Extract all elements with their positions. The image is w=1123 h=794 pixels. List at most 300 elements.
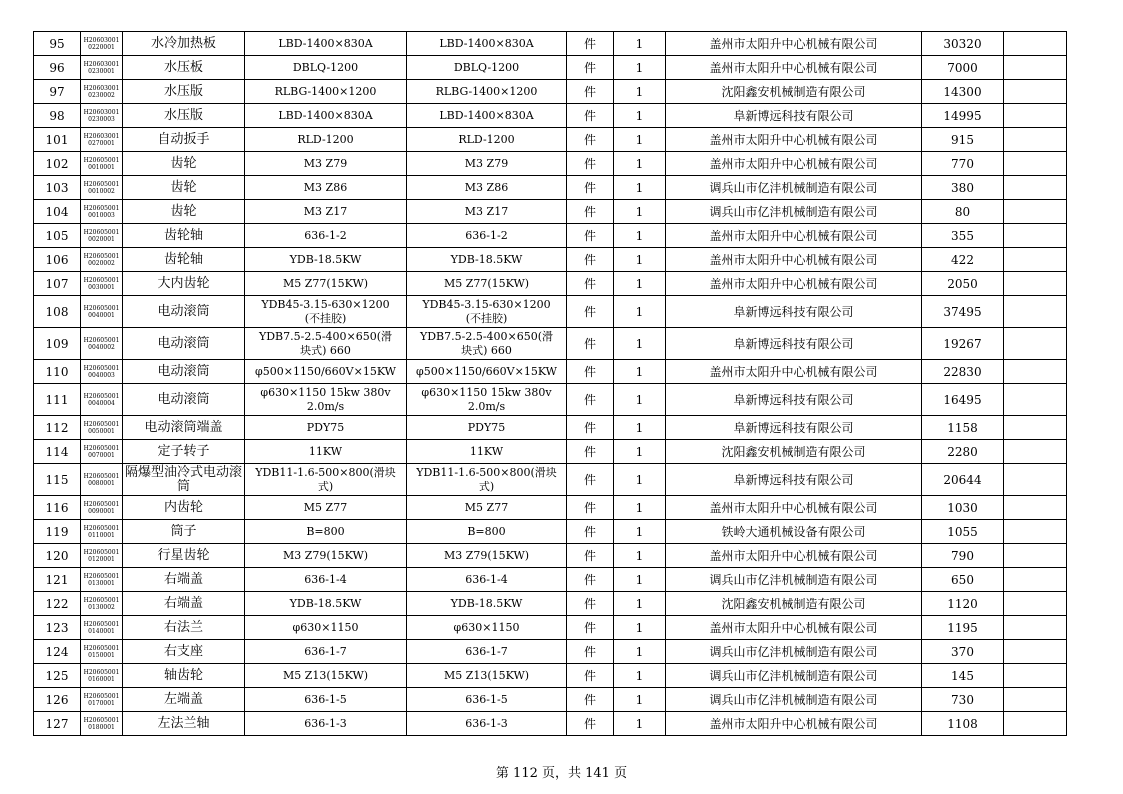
model-number-cell: DBLQ-1200 <box>245 56 407 80</box>
part-name-cell: 水冷加热板 <box>123 32 245 56</box>
quantity-cell: 1 <box>614 496 666 520</box>
unit-cell: 件 <box>567 712 614 736</box>
specification-cell: 636-1-7 <box>407 640 567 664</box>
table-row <box>34 272 1067 296</box>
quantity-cell: 1 <box>614 360 666 384</box>
quantity-cell: 1 <box>614 80 666 104</box>
quantity-cell: 1 <box>614 616 666 640</box>
unit-price-cell: 915 <box>922 128 1004 152</box>
model-number-cell: B=800 <box>245 520 407 544</box>
material-code-cell: H20603001 0230002 <box>81 80 123 104</box>
remark-cell <box>1004 104 1067 128</box>
material-code-cell: H20605001 0130002 <box>81 592 123 616</box>
specification-cell: YDB45-3.15-630×1200 (不挂胶) <box>407 296 567 328</box>
quantity-cell: 1 <box>614 464 666 496</box>
quantity-cell: 1 <box>614 296 666 328</box>
part-name-cell: 筒子 <box>123 520 245 544</box>
supplier-name-cell: 阜新博远科技有限公司 <box>666 384 922 416</box>
model-number-cell: φ630×1150 <box>245 616 407 640</box>
supplier-name-cell: 盖州市太阳升中心机械有限公司 <box>666 32 922 56</box>
unit-price-cell: 14300 <box>922 80 1004 104</box>
remark-cell <box>1004 688 1067 712</box>
material-code-cell: H20605001 0030001 <box>81 272 123 296</box>
specification-cell: φ500×1150/660V×15KW <box>407 360 567 384</box>
remark-cell <box>1004 416 1067 440</box>
specification-cell: 11KW <box>407 440 567 464</box>
material-code-cell: H20605001 0040003 <box>81 360 123 384</box>
part-name-cell: 电动滚筒端盖 <box>123 416 245 440</box>
unit-cell: 件 <box>567 360 614 384</box>
table-row <box>34 688 1067 712</box>
quantity-cell: 1 <box>614 32 666 56</box>
model-number-cell: RLD-1200 <box>245 128 407 152</box>
part-name-cell: 左法兰轴 <box>123 712 245 736</box>
specification-cell: M5 Z77(15KW) <box>407 272 567 296</box>
material-code-cell: H20605001 0090001 <box>81 496 123 520</box>
model-number-cell: φ630×1150 15kw 380v 2.0m/s <box>245 384 407 416</box>
unit-price-cell: 1055 <box>922 520 1004 544</box>
row-number-cell: 115 <box>34 464 81 496</box>
row-number-cell: 108 <box>34 296 81 328</box>
unit-cell: 件 <box>567 664 614 688</box>
model-number-cell: RLBG-1400×1200 <box>245 80 407 104</box>
part-name-cell: 右支座 <box>123 640 245 664</box>
specification-cell: M3 Z79 <box>407 152 567 176</box>
row-number-cell: 102 <box>34 152 81 176</box>
unit-cell: 件 <box>567 496 614 520</box>
row-number-cell: 116 <box>34 496 81 520</box>
unit-cell: 件 <box>567 568 614 592</box>
unit-price-cell: 1030 <box>922 496 1004 520</box>
quantity-cell: 1 <box>614 152 666 176</box>
model-number-cell: YDB-18.5KW <box>245 592 407 616</box>
supplier-name-cell: 盖州市太阳升中心机械有限公司 <box>666 496 922 520</box>
unit-cell: 件 <box>567 176 614 200</box>
row-number-cell: 104 <box>34 200 81 224</box>
part-name-cell: 右端盖 <box>123 568 245 592</box>
quantity-cell: 1 <box>614 640 666 664</box>
model-number-cell: M5 Z13(15KW) <box>245 664 407 688</box>
supplier-name-cell: 盖州市太阳升中心机械有限公司 <box>666 128 922 152</box>
supplier-name-cell: 阜新博远科技有限公司 <box>666 464 922 496</box>
material-code-cell: H20605001 0020002 <box>81 248 123 272</box>
specification-cell: 636-1-3 <box>407 712 567 736</box>
specification-cell: M3 Z17 <box>407 200 567 224</box>
unit-cell: 件 <box>567 80 614 104</box>
quantity-cell: 1 <box>614 224 666 248</box>
unit-cell: 件 <box>567 200 614 224</box>
table-row <box>34 360 1067 384</box>
supplier-name-cell: 盖州市太阳升中心机械有限公司 <box>666 224 922 248</box>
specification-cell: φ630×1150 <box>407 616 567 640</box>
material-code-cell: H20603001 0230001 <box>81 56 123 80</box>
material-code-cell: H20605001 0040004 <box>81 384 123 416</box>
model-number-cell: 636-1-4 <box>245 568 407 592</box>
model-number-cell: 11KW <box>245 440 407 464</box>
model-number-cell: PDY75 <box>245 416 407 440</box>
table-row <box>34 328 1067 360</box>
row-number-cell: 109 <box>34 328 81 360</box>
table-body <box>34 32 1067 736</box>
supplier-name-cell: 沈阳鑫安机械制造有限公司 <box>666 80 922 104</box>
quantity-cell: 1 <box>614 520 666 544</box>
unit-cell: 件 <box>567 544 614 568</box>
remark-cell <box>1004 328 1067 360</box>
supplier-name-cell: 盖州市太阳升中心机械有限公司 <box>666 248 922 272</box>
part-name-cell: 电动滚筒 <box>123 360 245 384</box>
part-name-cell: 齿轮轴 <box>123 248 245 272</box>
remark-cell <box>1004 360 1067 384</box>
unit-cell: 件 <box>567 440 614 464</box>
model-number-cell: M5 Z77 <box>245 496 407 520</box>
specification-cell: DBLQ-1200 <box>407 56 567 80</box>
remark-cell <box>1004 592 1067 616</box>
model-number-cell: 636-1-3 <box>245 712 407 736</box>
remark-cell <box>1004 248 1067 272</box>
row-number-cell: 101 <box>34 128 81 152</box>
part-name-cell: 大内齿轮 <box>123 272 245 296</box>
table-row <box>34 568 1067 592</box>
material-code-cell: H20605001 0150001 <box>81 640 123 664</box>
table-row <box>34 176 1067 200</box>
material-code-cell: H20605001 0050001 <box>81 416 123 440</box>
supplier-name-cell: 沈阳鑫安机械制造有限公司 <box>666 440 922 464</box>
row-number-cell: 123 <box>34 616 81 640</box>
quantity-cell: 1 <box>614 592 666 616</box>
table-row <box>34 416 1067 440</box>
table-row <box>34 440 1067 464</box>
remark-cell <box>1004 440 1067 464</box>
specification-cell: PDY75 <box>407 416 567 440</box>
model-number-cell: M5 Z77(15KW) <box>245 272 407 296</box>
unit-cell: 件 <box>567 688 614 712</box>
table-row <box>34 592 1067 616</box>
quantity-cell: 1 <box>614 272 666 296</box>
remark-cell <box>1004 544 1067 568</box>
specification-cell: YDB-18.5KW <box>407 248 567 272</box>
material-code-cell: H20605001 0080001 <box>81 464 123 496</box>
part-name-cell: 轴齿轮 <box>123 664 245 688</box>
quantity-cell: 1 <box>614 56 666 80</box>
model-number-cell: φ500×1150/660V×15KW <box>245 360 407 384</box>
table-row <box>34 520 1067 544</box>
material-code-cell: H20605001 0180001 <box>81 712 123 736</box>
unit-price-cell: 790 <box>922 544 1004 568</box>
row-number-cell: 97 <box>34 80 81 104</box>
material-code-cell: H20605001 0120001 <box>81 544 123 568</box>
supplier-name-cell: 盖州市太阳升中心机械有限公司 <box>666 56 922 80</box>
remark-cell <box>1004 664 1067 688</box>
unit-price-cell: 16495 <box>922 384 1004 416</box>
quantity-cell: 1 <box>614 664 666 688</box>
model-number-cell: YDB45-3.15-630×1200 (不挂胶) <box>245 296 407 328</box>
quantity-cell: 1 <box>614 128 666 152</box>
material-code-cell: H20605001 0010003 <box>81 200 123 224</box>
model-number-cell: M3 Z86 <box>245 176 407 200</box>
row-number-cell: 107 <box>34 272 81 296</box>
part-name-cell: 齿轮 <box>123 176 245 200</box>
remark-cell <box>1004 128 1067 152</box>
unit-cell: 件 <box>567 152 614 176</box>
supplier-name-cell: 调兵山市亿沣机械制造有限公司 <box>666 568 922 592</box>
remark-cell <box>1004 80 1067 104</box>
unit-price-cell: 730 <box>922 688 1004 712</box>
part-name-cell: 隔爆型油冷式电动滚 筒 <box>123 464 245 496</box>
remark-cell <box>1004 640 1067 664</box>
unit-price-cell: 14995 <box>922 104 1004 128</box>
specification-cell: M5 Z13(15KW) <box>407 664 567 688</box>
material-code-cell: H20605001 0010002 <box>81 176 123 200</box>
supplier-name-cell: 盖州市太阳升中心机械有限公司 <box>666 616 922 640</box>
unit-cell: 件 <box>567 520 614 544</box>
remark-cell <box>1004 464 1067 496</box>
unit-price-cell: 145 <box>922 664 1004 688</box>
model-number-cell: LBD-1400×830A <box>245 104 407 128</box>
quantity-cell: 1 <box>614 440 666 464</box>
row-number-cell: 95 <box>34 32 81 56</box>
unit-price-cell: 19267 <box>922 328 1004 360</box>
table-row <box>34 104 1067 128</box>
supplier-name-cell: 盖州市太阳升中心机械有限公司 <box>666 360 922 384</box>
row-number-cell: 125 <box>34 664 81 688</box>
remark-cell <box>1004 384 1067 416</box>
part-name-cell: 电动滚筒 <box>123 296 245 328</box>
part-name-cell: 定子转子 <box>123 440 245 464</box>
row-number-cell: 114 <box>34 440 81 464</box>
table-row <box>34 200 1067 224</box>
unit-price-cell: 355 <box>922 224 1004 248</box>
material-code-cell: H20605001 0010001 <box>81 152 123 176</box>
supplier-name-cell: 调兵山市亿沣机械制造有限公司 <box>666 640 922 664</box>
row-number-cell: 119 <box>34 520 81 544</box>
unit-cell: 件 <box>567 296 614 328</box>
part-name-cell: 左端盖 <box>123 688 245 712</box>
unit-cell: 件 <box>567 104 614 128</box>
table-row <box>34 712 1067 736</box>
page-footer: 第 112 页，共 141 页 <box>495 766 628 781</box>
table-row <box>34 224 1067 248</box>
row-number-cell: 127 <box>34 712 81 736</box>
unit-cell: 件 <box>567 32 614 56</box>
table-row <box>34 496 1067 520</box>
row-number-cell: 98 <box>34 104 81 128</box>
unit-price-cell: 1158 <box>922 416 1004 440</box>
part-name-cell: 齿轮 <box>123 152 245 176</box>
unit-cell: 件 <box>567 384 614 416</box>
specification-cell: YDB7.5-2.5-400×650(滑 块式) 660 <box>407 328 567 360</box>
quantity-cell: 1 <box>614 248 666 272</box>
specification-cell: RLBG-1400×1200 <box>407 80 567 104</box>
model-number-cell: 636-1-2 <box>245 224 407 248</box>
row-number-cell: 126 <box>34 688 81 712</box>
model-number-cell: YDB11-1.6-500×800(滑块 式) <box>245 464 407 496</box>
table-row <box>34 664 1067 688</box>
part-name-cell: 齿轮轴 <box>123 224 245 248</box>
part-name-cell: 右法兰 <box>123 616 245 640</box>
remark-cell <box>1004 272 1067 296</box>
table-row <box>34 128 1067 152</box>
unit-price-cell: 422 <box>922 248 1004 272</box>
model-number-cell: LBD-1400×830A <box>245 32 407 56</box>
quantity-cell: 1 <box>614 712 666 736</box>
unit-price-cell: 1195 <box>922 616 1004 640</box>
part-name-cell: 行星齿轮 <box>123 544 245 568</box>
supplier-name-cell: 调兵山市亿沣机械制造有限公司 <box>666 176 922 200</box>
supplier-name-cell: 调兵山市亿沣机械制造有限公司 <box>666 688 922 712</box>
specification-cell: YDB-18.5KW <box>407 592 567 616</box>
quantity-cell: 1 <box>614 416 666 440</box>
part-name-cell: 水压板 <box>123 56 245 80</box>
quantity-cell: 1 <box>614 688 666 712</box>
remark-cell <box>1004 520 1067 544</box>
supplier-name-cell: 调兵山市亿沣机械制造有限公司 <box>666 200 922 224</box>
table-row <box>34 80 1067 104</box>
supplier-name-cell: 铁岭大通机械设备有限公司 <box>666 520 922 544</box>
specification-cell: φ630×1150 15kw 380v 2.0m/s <box>407 384 567 416</box>
remark-cell <box>1004 568 1067 592</box>
supplier-name-cell: 盖州市太阳升中心机械有限公司 <box>666 544 922 568</box>
row-number-cell: 111 <box>34 384 81 416</box>
unit-price-cell: 20644 <box>922 464 1004 496</box>
row-number-cell: 124 <box>34 640 81 664</box>
specification-cell: 636-1-4 <box>407 568 567 592</box>
table-row <box>34 152 1067 176</box>
supplier-name-cell: 沈阳鑫安机械制造有限公司 <box>666 592 922 616</box>
unit-price-cell: 7000 <box>922 56 1004 80</box>
material-code-cell: H20605001 0140001 <box>81 616 123 640</box>
specification-cell: M3 Z86 <box>407 176 567 200</box>
unit-price-cell: 380 <box>922 176 1004 200</box>
table-row <box>34 464 1067 496</box>
model-number-cell: YDB7.5-2.5-400×650(滑 块式) 660 <box>245 328 407 360</box>
unit-cell: 件 <box>567 248 614 272</box>
part-name-cell: 齿轮 <box>123 200 245 224</box>
table-row <box>34 616 1067 640</box>
unit-cell: 件 <box>567 616 614 640</box>
unit-price-cell: 370 <box>922 640 1004 664</box>
material-code-cell: H20605001 0040002 <box>81 328 123 360</box>
part-name-cell: 电动滚筒 <box>123 384 245 416</box>
specification-cell: YDB11-1.6-500×800(滑块 式) <box>407 464 567 496</box>
material-code-cell: H20605001 0170001 <box>81 688 123 712</box>
remark-cell <box>1004 32 1067 56</box>
quantity-cell: 1 <box>614 328 666 360</box>
remark-cell <box>1004 200 1067 224</box>
part-name-cell: 右端盖 <box>123 592 245 616</box>
model-number-cell: 636-1-5 <box>245 688 407 712</box>
supplier-name-cell: 调兵山市亿沣机械制造有限公司 <box>666 664 922 688</box>
table-row <box>34 384 1067 416</box>
supplier-name-cell: 盖州市太阳升中心机械有限公司 <box>666 712 922 736</box>
unit-price-cell: 22830 <box>922 360 1004 384</box>
quantity-cell: 1 <box>614 104 666 128</box>
quantity-cell: 1 <box>614 200 666 224</box>
unit-cell: 件 <box>567 128 614 152</box>
quantity-cell: 1 <box>614 544 666 568</box>
part-name-cell: 自动扳手 <box>123 128 245 152</box>
row-number-cell: 106 <box>34 248 81 272</box>
row-number-cell: 122 <box>34 592 81 616</box>
table-row <box>34 640 1067 664</box>
unit-price-cell: 1108 <box>922 712 1004 736</box>
supplier-name-cell: 阜新博远科技有限公司 <box>666 328 922 360</box>
model-number-cell: YDB-18.5KW <box>245 248 407 272</box>
remark-cell <box>1004 56 1067 80</box>
unit-price-cell: 650 <box>922 568 1004 592</box>
quantity-cell: 1 <box>614 176 666 200</box>
material-code-cell: H20605001 0070001 <box>81 440 123 464</box>
quantity-cell: 1 <box>614 568 666 592</box>
material-code-cell: H20605001 0040001 <box>81 296 123 328</box>
quantity-cell: 1 <box>614 384 666 416</box>
remark-cell <box>1004 152 1067 176</box>
specification-cell: LBD-1400×830A <box>407 104 567 128</box>
specification-cell: B=800 <box>407 520 567 544</box>
remark-cell <box>1004 496 1067 520</box>
table-row <box>34 56 1067 80</box>
material-code-cell: H20605001 0020001 <box>81 224 123 248</box>
specification-cell: RLD-1200 <box>407 128 567 152</box>
model-number-cell: 636-1-7 <box>245 640 407 664</box>
row-number-cell: 110 <box>34 360 81 384</box>
row-number-cell: 120 <box>34 544 81 568</box>
unit-cell: 件 <box>567 328 614 360</box>
unit-cell: 件 <box>567 592 614 616</box>
parts-price-table <box>33 31 1067 736</box>
table-row <box>34 248 1067 272</box>
part-name-cell: 水压版 <box>123 80 245 104</box>
material-code-cell: H20603001 0230003 <box>81 104 123 128</box>
material-code-cell: H20605001 0160001 <box>81 664 123 688</box>
unit-price-cell: 2050 <box>922 272 1004 296</box>
row-number-cell: 105 <box>34 224 81 248</box>
unit-price-cell: 37495 <box>922 296 1004 328</box>
row-number-cell: 96 <box>34 56 81 80</box>
table-row <box>34 544 1067 568</box>
specification-cell: M5 Z77 <box>407 496 567 520</box>
table-row <box>34 296 1067 328</box>
table-row <box>34 32 1067 56</box>
unit-cell: 件 <box>567 640 614 664</box>
part-name-cell: 内齿轮 <box>123 496 245 520</box>
remark-cell <box>1004 296 1067 328</box>
row-number-cell: 103 <box>34 176 81 200</box>
material-code-cell: H20603001 0270001 <box>81 128 123 152</box>
unit-price-cell: 30320 <box>922 32 1004 56</box>
remark-cell <box>1004 616 1067 640</box>
specification-cell: 636-1-5 <box>407 688 567 712</box>
unit-price-cell: 770 <box>922 152 1004 176</box>
specification-cell: M3 Z79(15KW) <box>407 544 567 568</box>
unit-cell: 件 <box>567 224 614 248</box>
model-number-cell: M3 Z17 <box>245 200 407 224</box>
unit-cell: 件 <box>567 464 614 496</box>
supplier-name-cell: 盖州市太阳升中心机械有限公司 <box>666 272 922 296</box>
row-number-cell: 121 <box>34 568 81 592</box>
unit-cell: 件 <box>567 56 614 80</box>
unit-price-cell: 80 <box>922 200 1004 224</box>
supplier-name-cell: 阜新博远科技有限公司 <box>666 296 922 328</box>
specification-cell: 636-1-2 <box>407 224 567 248</box>
unit-price-cell: 2280 <box>922 440 1004 464</box>
specification-cell: LBD-1400×830A <box>407 32 567 56</box>
model-number-cell: M3 Z79 <box>245 152 407 176</box>
unit-cell: 件 <box>567 272 614 296</box>
supplier-name-cell: 盖州市太阳升中心机械有限公司 <box>666 152 922 176</box>
unit-cell: 件 <box>567 416 614 440</box>
unit-price-cell: 1120 <box>922 592 1004 616</box>
supplier-name-cell: 阜新博远科技有限公司 <box>666 416 922 440</box>
